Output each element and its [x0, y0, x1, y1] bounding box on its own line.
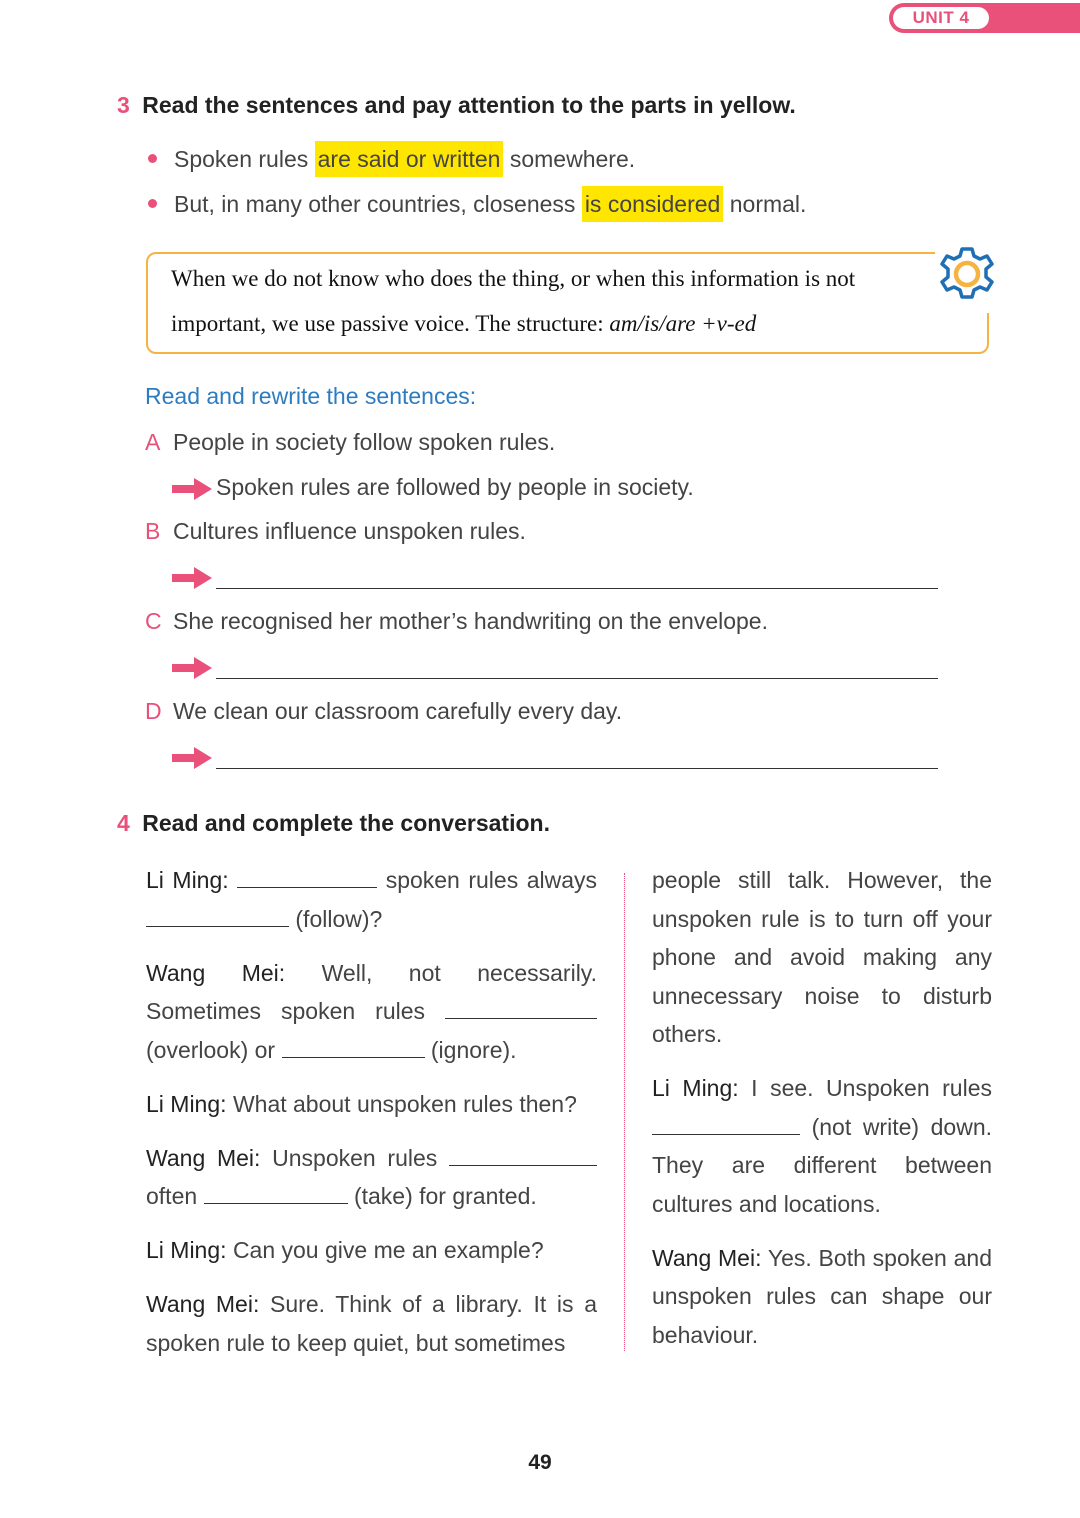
example-answer: Spoken rules are followed by people in society. [216, 474, 694, 500]
dialogue-text: (ignore). [430, 1036, 517, 1063]
speaker-name: Li Ming: [146, 1090, 227, 1117]
passive-structure: am/is/are +v-ed [609, 311, 757, 336]
exercise-letter: C [145, 608, 162, 634]
conversation-left-column [146, 861, 597, 1378]
speaker-name: Wang Mei: [146, 959, 286, 986]
note-line-1: When we do not know who does the thing, or when this information is not [171, 266, 856, 291]
right-arrow-icon [172, 478, 212, 500]
section-number: 4 [117, 810, 130, 836]
exercise-sentence: Cultures influence unspoken rules. [173, 518, 526, 544]
rewrite-instruction: Read and rewrite the sentences: [145, 383, 477, 409]
answer-line[interactable] [216, 768, 938, 769]
section-4-heading [117, 810, 550, 837]
speaker-name: Li Ming: [146, 1237, 227, 1263]
speaker-name: Wang Mei: [146, 1291, 260, 1317]
speaker-name: Wang Mei: [146, 1144, 261, 1171]
bullet-text: somewhere. [503, 146, 636, 172]
answer-blank[interactable] [204, 1181, 348, 1204]
answer-blank[interactable] [449, 1143, 597, 1166]
exercise-sentence: She recognised her mother’s handwriting on the envelope. [173, 608, 768, 634]
section-title: Read the sentences and pay attention to the parts in yellow. [142, 92, 796, 118]
note-text: important, we use passive voice. The structure: [171, 311, 610, 336]
highlighted-phrase: is considered [582, 186, 724, 222]
section-number: 3 [117, 92, 130, 118]
answer-blank[interactable] [237, 865, 377, 888]
dialogue-text: people still talk. However, the unspoken rule is to turn off your phone and avoid making any unnecessary noise to disturb others. [652, 867, 992, 1047]
exercise-sentence: People in society follow spoken rules. [173, 429, 556, 455]
dialogue-text: (follow)? [295, 905, 383, 932]
dialogue-text: Yes. Both spoken and unspoken rules can shape our behaviour. [652, 1244, 992, 1348]
dialogue-text: What about unspoken rules then? [232, 1090, 577, 1117]
dialogue-text: spoken rules always [385, 867, 598, 893]
dialogue-text: often [146, 1183, 198, 1209]
answer-line[interactable] [216, 678, 938, 679]
bullet-dot-icon [148, 154, 157, 163]
dialogue-line [146, 861, 597, 938]
unit-label: UNIT 4 [893, 7, 989, 29]
gear-icon [938, 243, 996, 307]
highlighted-phrase: are said or written [315, 141, 504, 177]
dialogue-line [146, 1231, 597, 1270]
answer-blank[interactable] [146, 904, 289, 927]
dialogue-text: Well, not necessarily. Sometimes spoken rules [146, 959, 597, 1024]
dialogue-text: Unspoken rules [272, 1144, 438, 1171]
exercise-letter: D [145, 698, 162, 724]
right-arrow-icon [172, 747, 212, 769]
speaker-name: Li Ming: [146, 867, 229, 893]
dialogue-line [652, 861, 992, 1054]
answer-blank[interactable] [445, 996, 597, 1019]
dialogue-line [146, 954, 597, 1070]
dialogue-text: Sure. Think of a library. It is a spoken rule to keep quiet, but sometimes [146, 1291, 597, 1356]
answer-blank[interactable] [652, 1112, 800, 1135]
section-3-heading [117, 92, 796, 119]
dialogue-text: I see. Unspoken rules [751, 1075, 992, 1101]
speaker-name: Li Ming: [652, 1075, 739, 1101]
dialogue-line [146, 1085, 597, 1124]
example-bullet [148, 191, 806, 218]
section-title: Read and complete the conversation. [142, 810, 550, 836]
dialogue-line [652, 1239, 992, 1355]
bullet-dot-icon [148, 199, 157, 208]
exercise-letter: A [145, 429, 161, 455]
bullet-text: Spoken rules [174, 146, 315, 172]
answer-line[interactable] [216, 588, 938, 589]
dialogue-text: Can you give me an example? [232, 1237, 544, 1263]
speaker-name: Wang Mei: [652, 1244, 762, 1271]
dialogue-line [146, 1139, 597, 1216]
answer-blank[interactable] [282, 1035, 425, 1058]
bullet-text: normal. [723, 191, 807, 217]
exercise-sentence: We clean our classroom carefully every day. [173, 698, 623, 724]
exercise-letter: B [145, 518, 161, 544]
dialogue-line [652, 1069, 992, 1223]
dialogue-text: (not write) down. They are different between cultures and locations. [652, 1113, 992, 1217]
conversation-right-column [652, 861, 992, 1370]
bullet-text: But, in many other countries, closeness [174, 191, 582, 217]
dialogue-text: (overlook) or [146, 1036, 276, 1063]
page-number: 49 [528, 1451, 552, 1474]
column-divider [624, 873, 625, 1351]
example-bullet [148, 146, 635, 173]
right-arrow-icon [172, 657, 212, 679]
dialogue-text: (take) for granted. [353, 1183, 537, 1209]
dialogue-line [146, 1285, 597, 1362]
right-arrow-icon [172, 567, 212, 589]
note-line-2 [171, 311, 756, 337]
